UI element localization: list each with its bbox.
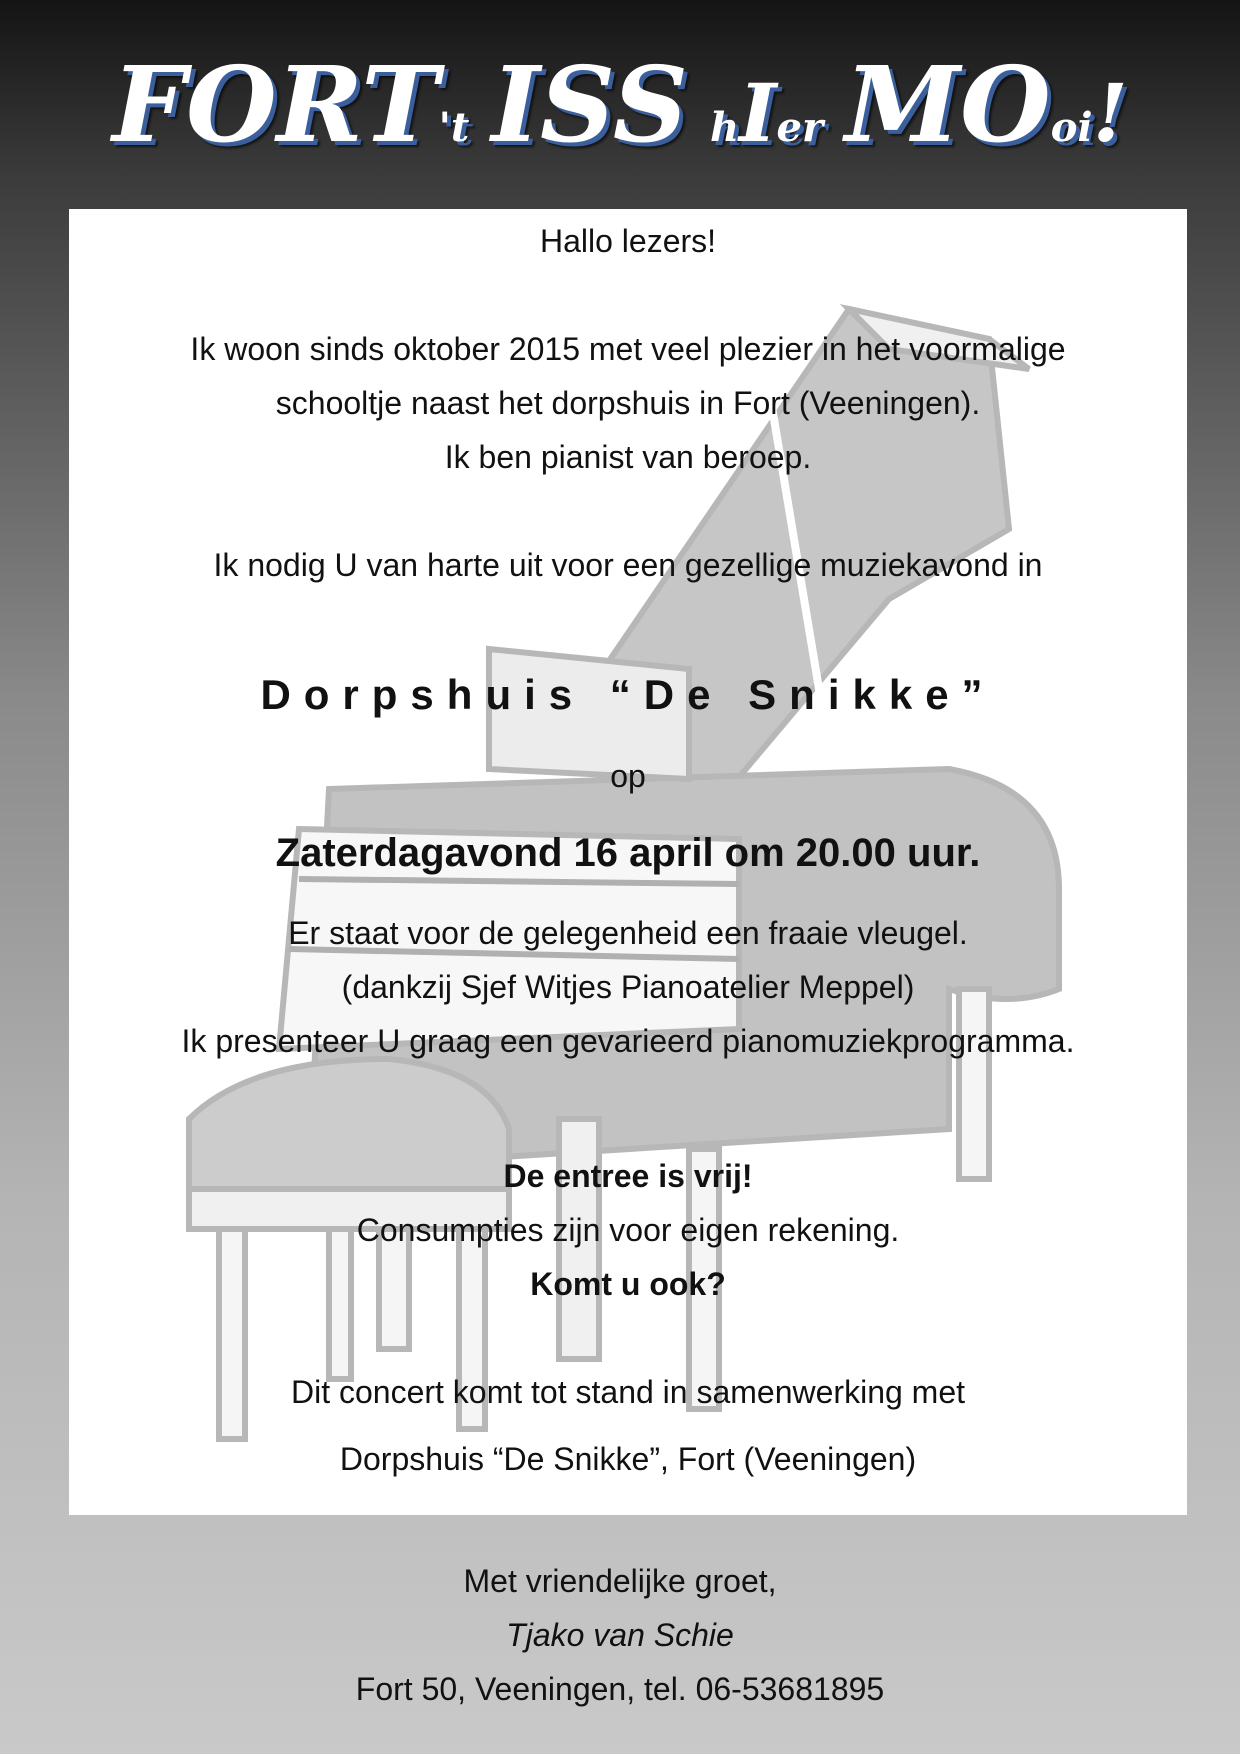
intro-line-1: Ik woon sinds oktober 2015 met veel plezier in het voormalige (190, 331, 1066, 367)
content-panel (69, 209, 1187, 1515)
title-er: er (776, 104, 824, 151)
collab-line-1: Dit concert komt tot stand in samenwerking met (290, 1374, 966, 1410)
intro-line-3: Ik ben pianist van beroep. (444, 439, 812, 475)
info-line-1: Er staat voor de gelegenheid een fraaie vleugel. (288, 915, 968, 951)
event-date: Zaterdagavond 16 april om 20.00 uur. (275, 831, 981, 875)
title-fort: FORT (112, 43, 439, 166)
info-line-3: Ik presenteer U graag een gevarieerd pianomuziekprogramma. (181, 1023, 1075, 1059)
contact-address: Fort 50, Veeningen, tel. 06-53681895 (355, 1671, 885, 1707)
consumptions-line: Consumpties zijn voor eigen rekening. (356, 1212, 900, 1248)
title-mo: MO (845, 43, 1051, 166)
entry-free: De entree is vrij! (503, 1158, 753, 1194)
signer-name: Tjako van Schie (506, 1617, 734, 1653)
collab-line-2: Dorpshuis “De Snikke”, Fort (Veeningen) (339, 1441, 917, 1477)
intro-line-2: schooltje naast het dorpshuis in Fort (Veeningen). (275, 385, 981, 421)
title-oi: oi (1050, 104, 1093, 151)
title-exclamation: ! (1092, 66, 1128, 160)
invitation-text (69, 209, 1187, 1515)
closing-greeting: Met vriendelijke groet, (463, 1563, 777, 1599)
title-iss: ISS (491, 43, 688, 166)
venue-name: Dorpshuis “De Snikke” (260, 671, 996, 718)
question-line: Komt u ook? (530, 1266, 726, 1302)
title-i: I (739, 66, 777, 160)
op-text: op (610, 758, 646, 794)
greeting: Hallo lezers! (539, 223, 717, 259)
invite-line: Ik nodig U van harte uit voor een gezellige muziekavond in (213, 547, 1043, 583)
title-h: h (709, 104, 740, 151)
flyer-title (0, 40, 1240, 170)
info-line-2: (dankzij Sjef Witjes Pianoatelier Meppel) (341, 969, 915, 1005)
title-t: 't (438, 104, 470, 151)
